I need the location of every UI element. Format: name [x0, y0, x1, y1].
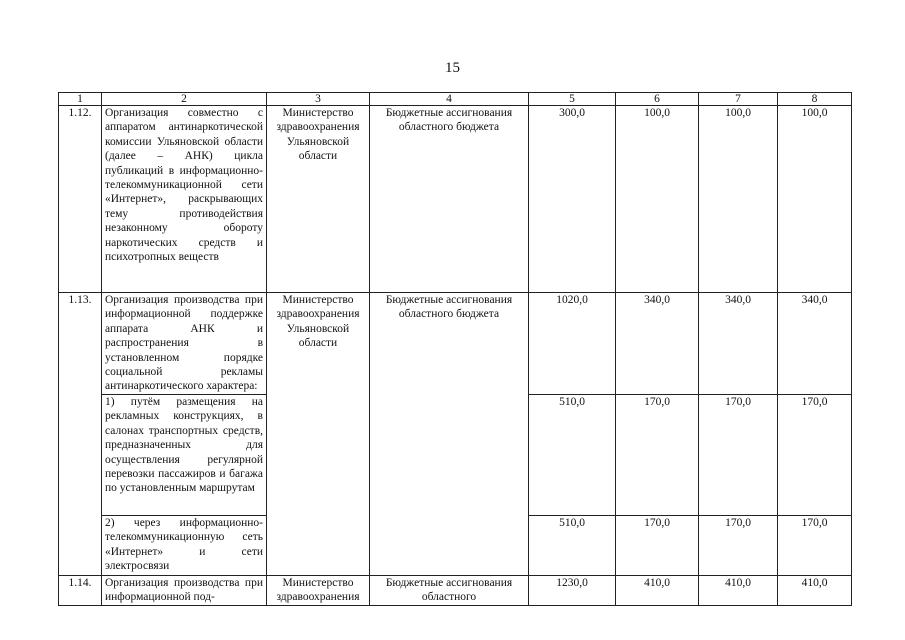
row-description: Организация производства при информационной под-: [102, 576, 267, 606]
table-row: [59, 576, 852, 606]
row-description: Организация производства при информационной поддержке аппарата АНК и распространения в установленном порядке социальной рекламы антинаркотического характера:: [102, 293, 267, 395]
subrow-total: 510,0: [529, 395, 616, 516]
page-number: 15: [445, 60, 460, 76]
row-description: Организация совместно с аппаратом антинаркотической комиссии Ульяновской области (далее – АНК) цикла публикаций в информационно-телекоммуникационной сети «Интернет», раскрывающих тему противодействия незаконному обороту наркотических средств и психотропных веществ: [102, 106, 267, 293]
row-total: 300,0: [529, 106, 616, 293]
column-header: 4: [370, 93, 529, 106]
program-table: [58, 92, 852, 606]
subrow-year-2: 170,0: [699, 395, 778, 516]
subrow-year-3: 170,0: [778, 395, 852, 516]
column-header: 7: [699, 93, 778, 106]
row-funding-source: Бюджетные ассигнования областного бюджета: [370, 106, 529, 293]
column-header: 5: [529, 93, 616, 106]
row-year-3: 100,0: [778, 106, 852, 293]
row-year-2: 340,0: [699, 293, 778, 395]
column-header: 8: [778, 93, 852, 106]
row-year-1: 410,0: [616, 576, 699, 606]
subrow-year-1: 170,0: [616, 516, 699, 576]
row-executor: Министерство здравоохранения Ульяновской области: [267, 106, 370, 293]
row-executor: Министерство здравоохранения Ульяновской области: [267, 293, 370, 576]
row-number: 1.13.: [59, 293, 102, 576]
row-year-1: 100,0: [616, 106, 699, 293]
row-executor: Министерство здравоохранения: [267, 576, 370, 606]
row-year-1: 340,0: [616, 293, 699, 395]
row-year-3: 410,0: [778, 576, 852, 606]
column-header: 1: [59, 93, 102, 106]
table-row: [59, 293, 852, 395]
row-year-2: 410,0: [699, 576, 778, 606]
row-number: 1.12.: [59, 106, 102, 293]
subrow-description: 2) через информационно-телекоммуникационную сеть «Интернет» и сети электросвязи: [102, 516, 267, 576]
subrow-total: 510,0: [529, 516, 616, 576]
column-header: 3: [267, 93, 370, 106]
row-total: 1020,0: [529, 293, 616, 395]
row-funding-source: Бюджетные ассигнования областного бюджета: [370, 293, 529, 576]
subrow-description: 1) путём размещения на рекламных конструкциях, в салонах транспортных средств, предназначенных для осуществления регулярной перевозки пассажиров и багажа по установленным маршрутам: [102, 395, 267, 516]
row-number: 1.14.: [59, 576, 102, 606]
row-total: 1230,0: [529, 576, 616, 606]
row-year-2: 100,0: [699, 106, 778, 293]
column-number-row: [59, 93, 852, 106]
row-year-3: 340,0: [778, 293, 852, 395]
row-funding-source: Бюджетные ассигнования областного: [370, 576, 529, 606]
subrow-year-1: 170,0: [616, 395, 699, 516]
column-header: 2: [102, 93, 267, 106]
table-row: [59, 106, 852, 293]
subrow-year-3: 170,0: [778, 516, 852, 576]
subrow-year-2: 170,0: [699, 516, 778, 576]
column-header: 6: [616, 93, 699, 106]
